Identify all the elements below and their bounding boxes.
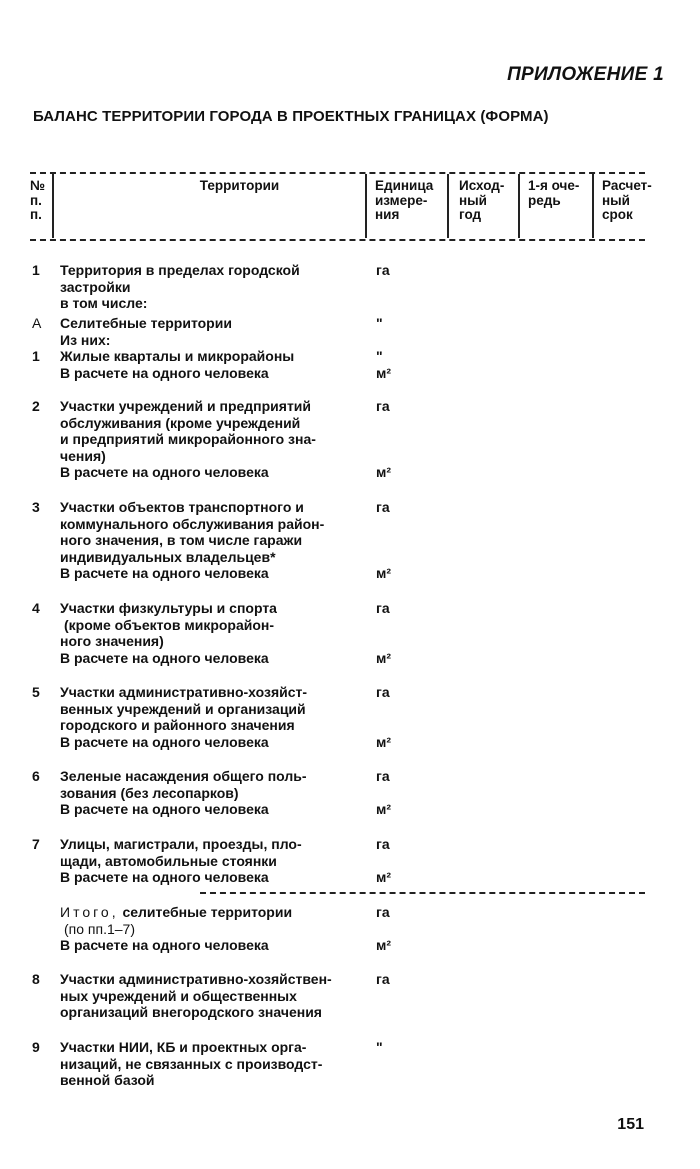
unit-text: га [376,262,390,278]
row-number: 9 [32,1039,40,1055]
row-number: 8 [32,971,40,987]
row-label [60,262,370,312]
row-label [60,315,370,348]
row-text: Территория в пределах городской [60,262,300,278]
unit-text: га [376,398,390,414]
unit-text: га [376,971,390,987]
unit-text: м² [376,733,392,750]
row-text: ного значения, в том числе гаражи [60,532,303,548]
row-number: 4 [32,600,40,616]
row-label [60,971,370,1021]
row-unit [376,768,416,818]
row-unit [376,315,416,332]
row-text: Жилые кварталы и микрорайоны [60,348,295,364]
row-text: В расчете на одного человека [60,869,269,885]
unit-text: " [376,348,383,364]
unit-text: м² [376,801,392,817]
header-text: Расчет- [602,178,652,193]
row-label [60,398,370,481]
unit-text: га [376,836,390,852]
row-label [60,499,370,582]
header-text: ный [459,192,487,208]
row-text: щади, автомобильные стоянки [60,852,277,869]
header-text: Территории [199,178,280,193]
unit-text: м² [376,937,392,953]
row-text: (по пп.1–7) [64,920,135,937]
row-text: В расчете на одного человека [60,364,269,381]
row-text: зования (без лесопарков) [60,784,239,801]
header-cell-base-year [447,174,518,238]
row-text: Зеленые насаждения общего поль- [60,768,307,784]
header-cell-territories [52,174,365,238]
row-text: В расчете на одного человека [60,733,269,750]
unit-text: м² [376,649,392,666]
header-cell-planned-term [592,174,652,238]
header-text: Единица [375,178,434,193]
row-text: в том числе: [60,295,148,311]
row-label [60,600,370,666]
row-number: 6 [32,768,40,784]
header-text: п. [30,207,42,222]
unit-text: " [376,1039,383,1055]
row-unit [376,1039,416,1056]
row-label [60,348,370,381]
unit-text: га [376,684,390,700]
unit-text: " [376,315,383,331]
header-text: ния [375,207,400,222]
row-text: Участки административно-хозяйст- [60,684,308,700]
row-unit [376,971,416,988]
unit-text: м² [376,464,392,480]
row-text: селитебные территории [122,904,293,920]
header-text: п. [30,192,42,208]
row-text: застройки [60,278,131,295]
header-text: год [459,207,482,222]
row-text: венной базой [60,1072,155,1088]
row-text: Участки административно-хозяйствен- [60,971,332,987]
row-text: ных учреждений и общественных [60,987,297,1004]
row-unit [376,499,416,582]
row-unit [376,600,416,666]
row-text: низаций, не связанных с производст- [60,1055,323,1072]
row-text [60,904,370,921]
row-text: чения) [60,447,106,464]
row-number: 1 [32,348,40,364]
page-title: БАЛАНС ТЕРРИТОРИИ ГОРОДА В ПРОЕКТНЫХ ГРАНИЦАХ (ФОРМА) [33,108,549,125]
row-text: Участки НИИ, КБ и проектных орга- [60,1039,307,1055]
row-text: В расчете на одного человека [60,801,269,817]
row-text: городского и районного значения [60,717,295,733]
appendix-label: ПРИЛОЖЕНИЕ 1 [507,64,664,85]
row-unit [376,684,416,750]
row-text: организаций внегородского значения [60,1004,322,1020]
unit-text: м² [376,364,392,381]
unit-text: м² [376,869,392,885]
header-text: ный [602,192,630,208]
unit-text: га [376,499,390,515]
row-unit [376,262,416,279]
row-text: обслуживания (кроме учреждений [60,414,301,431]
row-text: Из них: [60,331,111,348]
row-unit [376,398,416,481]
header-text: срок [602,207,633,222]
row-number: 2 [32,398,40,414]
row-unit [376,836,416,886]
total-word: Итого, [60,904,119,920]
row-label [60,684,370,750]
header-cell-unit [365,174,447,238]
header-bottom-rule [30,239,645,241]
header-text: № [30,178,46,193]
header-cell-number [30,174,52,238]
row-text: венных учреждений и организаций [60,700,306,717]
unit-text: га [376,904,390,920]
header-text: редь [528,192,561,208]
row-number: 7 [32,836,40,852]
header-cell-first-stage [518,174,592,238]
table-header [30,174,652,238]
row-label [60,1039,370,1089]
row-text: Участки учреждений и предприятий [60,398,312,414]
total-divider [200,892,645,894]
row-text: (кроме объектов микрорайон- [64,616,275,633]
row-number: 1 [32,262,40,278]
header-text: Исход- [459,178,505,193]
row-text: В расчете на одного человека [60,649,269,666]
page-number: 151 [617,1116,644,1133]
row-text: коммунального обслуживания район- [60,515,325,532]
row-label [60,768,370,818]
row-text: В расчете на одного человека [60,937,269,953]
row-unit [376,348,416,381]
row-number: 5 [32,684,40,700]
row-unit [376,904,416,954]
row-text: ного значения) [60,633,164,649]
row-text: В расчете на одного человека [60,565,269,581]
row-text: Участки объектов транспортного и [60,499,304,515]
row-text: индивидуальных владельцев* [60,548,276,565]
unit-text: га [376,600,390,616]
row-number: А [32,315,42,331]
row-label [60,904,370,954]
row-number: 3 [32,499,40,515]
header-text: измере- [375,192,428,208]
unit-text: м² [376,565,392,581]
row-text: Улицы, магистрали, проезды, пло- [60,836,302,852]
row-text: В расчете на одного человека [60,464,269,480]
header-text: 1-я оче- [528,178,580,193]
row-label [60,836,370,886]
unit-text: га [376,768,390,784]
row-text: Участки физкультуры и спорта [60,600,277,616]
row-text: Селитебные территории [60,315,232,331]
row-text: и предприятий микрорайонного зна- [60,431,316,447]
